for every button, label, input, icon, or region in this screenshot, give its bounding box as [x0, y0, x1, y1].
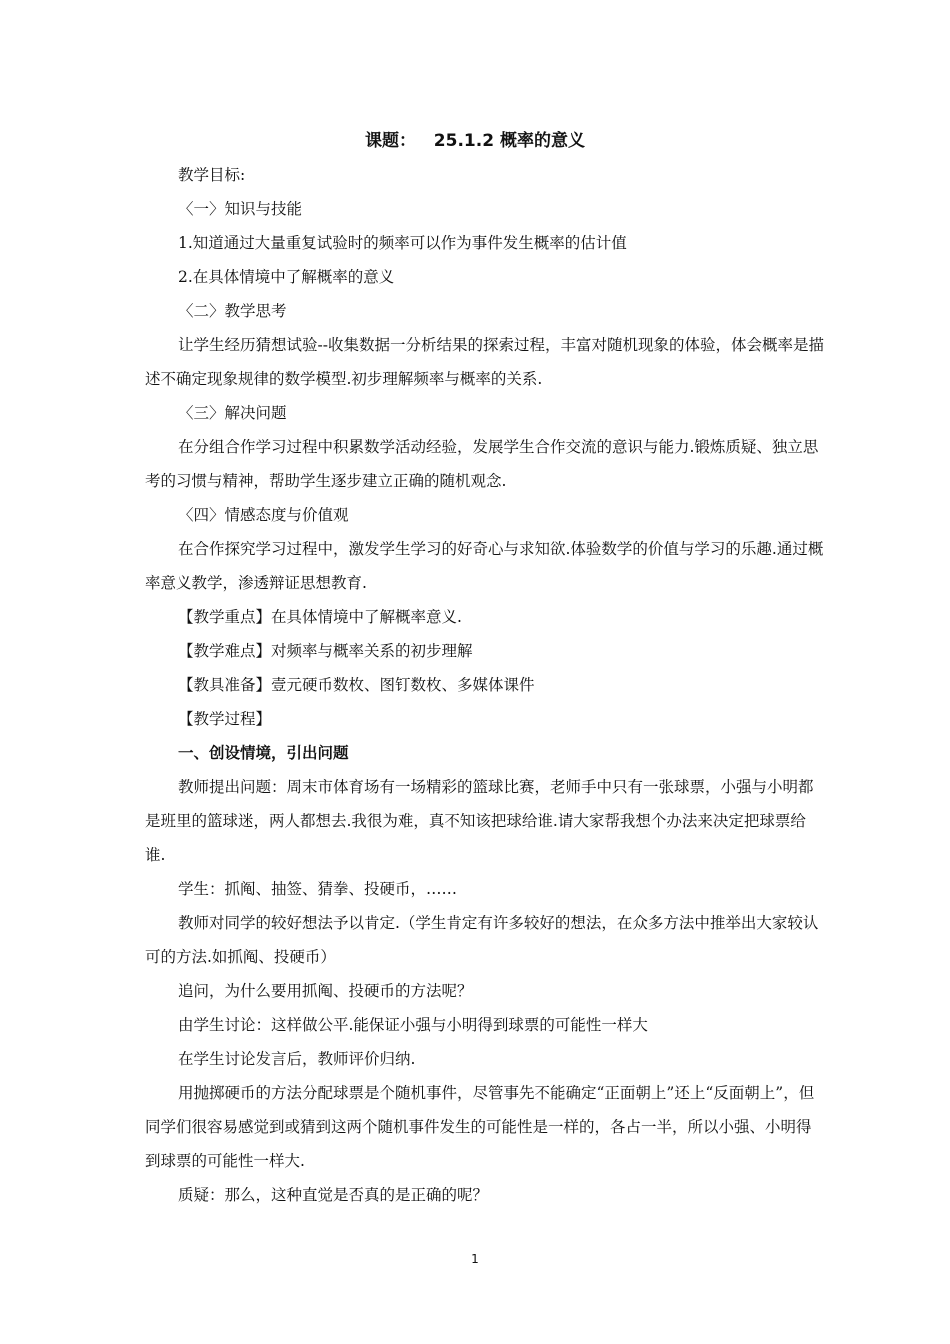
paragraph: 质疑：那么，这种直觉是否真的是正确的呢？ [178, 1186, 489, 1204]
paragraph-key-point: 【教学重点】在具体情境中了解概率意义. [178, 608, 462, 626]
paragraph: 1.知道通过大量重复试验时的频率可以作为事件发生概率的估计值 [178, 234, 627, 252]
paragraph: 由学生讨论：这样做公平.能保证小强与小明得到球票的可能性一样大 [178, 1016, 648, 1034]
section-heading: 一、创设情境，引出问题 [178, 743, 349, 762]
paragraph-section-3-heading: 〈三〉解决问题 [178, 404, 287, 422]
paragraph-section-1-heading: 〈一〉知识与技能 [178, 200, 303, 218]
paragraph: 在学生讨论发言后，教师评价归纳. [178, 1050, 416, 1068]
paragraph: 教师对同学的较好想法予以肯定.（学生肯定有许多较好的想法，在众多方法中推举出大家较认可的方法.如抓阄、投硬币） [145, 914, 819, 966]
paragraph-objectives-heading: 教学目标: [178, 166, 246, 184]
paragraph-section-2-heading: 〈二〉教学思考 [178, 302, 287, 320]
paragraph: 在分组合作学习过程中积累数学活动经验，发展学生合作交流的意识与能力.锻炼质疑、独立思考的习惯与精神，帮助学生逐步建立正确的随机观念. [145, 438, 819, 490]
paragraph: 追问，为什么要用抓阄、投硬币的方法呢？ [178, 982, 473, 1000]
document-body [145, 158, 825, 1212]
paragraph: 学生：抓阄、抽签、猜拳、投硬币，…… [178, 880, 458, 898]
paragraph-process-heading: 【教学过程】 [178, 710, 272, 728]
paragraph-materials: 【教具准备】壹元硬币数枚、图钉数枚、多媒体课件 [178, 676, 535, 694]
page-title: 课题： 25.1.2 概率的意义 [365, 131, 585, 151]
paragraph: 2.在具体情境中了解概率的意义 [178, 268, 395, 286]
paragraph: 教师提出问题：周末市体育场有一场精彩的篮球比赛，老师手中只有一张球票，小强与小明都是班里的篮球迷，两人都想去.我很为难，真不知该把球给谁.请大家帮我想个办法来决定把球票给谁. [145, 778, 814, 864]
paragraph: 用抛掷硬币的方法分配球票是个随机事件，尽管事先不能确定“正面朝上”还上“反面朝上”，但同学们很容易感觉到或猜到这两个随机事件发生的可能性是一样的，各占一半，所以小强、小明得到球票的可能性一样大. [145, 1084, 815, 1170]
paragraph: 让学生经历猜想试验--收集数据一分析结果的探索过程，丰富对随机现象的体验，体会概率是描述不确定现象规律的数学模型.初步理解频率与概率的关系. [145, 336, 824, 388]
paragraph: 在合作探究学习过程中，激发学生学习的好奇心与求知欲.体验数学的价值与学习的乐趣.通过概率意义教学，渗透辩证思想教育. [145, 540, 824, 592]
paragraph-difficulty: 【教学难点】对频率与概率关系的初步理解 [178, 642, 473, 660]
page-number: 1 [471, 1252, 479, 1266]
paragraph-section-4-heading: 〈四〉情感态度与价值观 [178, 506, 349, 524]
